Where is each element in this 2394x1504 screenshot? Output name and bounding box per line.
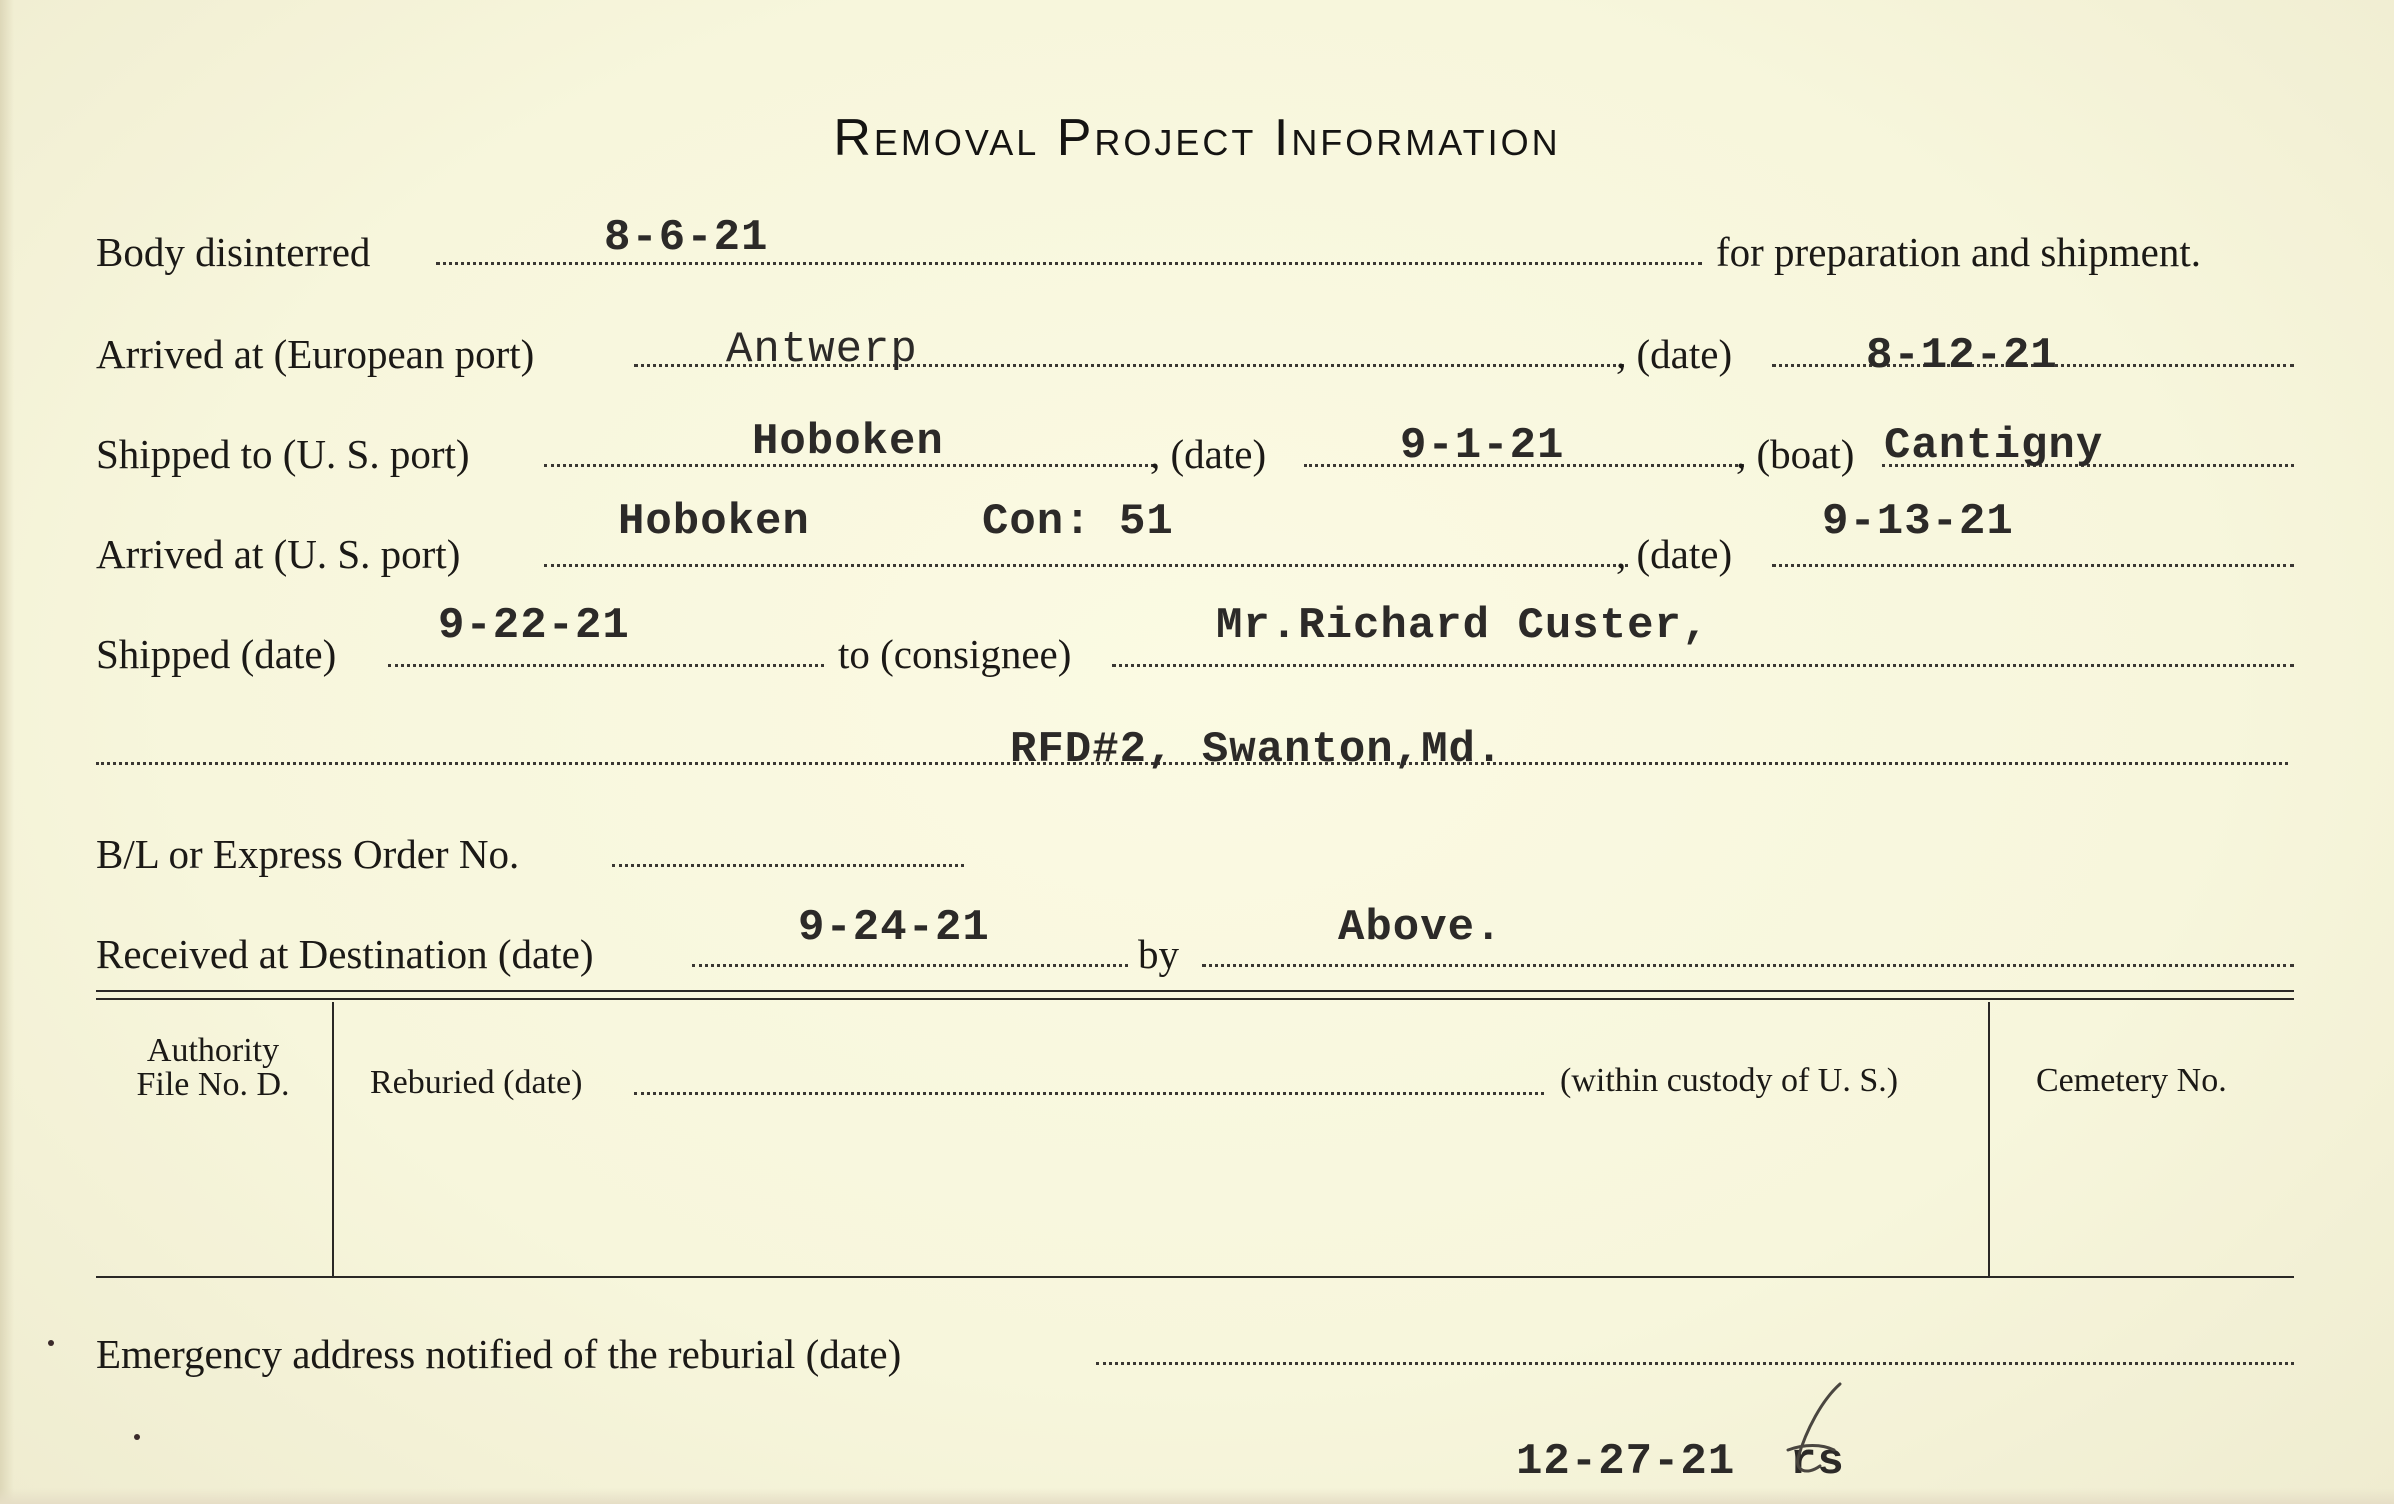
table-top-rule: [96, 990, 2294, 992]
shipped-us-boat-label: , (boat): [1736, 431, 1855, 477]
ink-speck: [48, 1340, 54, 1346]
bl-order-label: B/L or Express Order No.: [96, 831, 520, 877]
arrived-us-date: 9-13-21: [1822, 497, 2014, 547]
ink-speck: [134, 1434, 140, 1440]
shipped-date: 9-22-21: [438, 601, 630, 651]
received-by-label: by: [1138, 931, 1179, 977]
cemetery-no-label: Cemetery No.: [2036, 1062, 2227, 1099]
arrived-us-label: Arrived at (U. S. port): [96, 531, 461, 577]
received-date: 9-24-21: [798, 903, 990, 953]
table-bottom-rule: [96, 1276, 2294, 1278]
table-divider-left: [332, 1002, 334, 1276]
emergency-initials: rs: [1790, 1437, 1845, 1487]
shipped-us-date: 9-1-21: [1400, 421, 1565, 471]
received-by-line: [1202, 964, 2294, 967]
consignee-name: Mr.Richard Custer,: [1216, 601, 1710, 651]
shipped-us-date-label: , (date): [1150, 431, 1267, 477]
shipped-date-line: [388, 664, 824, 667]
consignee-address: RFD#2, Swanton,Md.: [1010, 725, 1504, 775]
custody-label: (within custody of U. S.): [1560, 1062, 1899, 1099]
shipped-date-label: Shipped (date): [96, 631, 337, 677]
reburied-line: [634, 1092, 1544, 1095]
body-disinterred-value: 8-6-21: [604, 213, 769, 263]
received-by: Above.: [1338, 903, 1503, 953]
card-edge-shadow: [0, 0, 14, 1504]
card-title: Removal Project Information: [833, 109, 1561, 167]
shipped-us-label: Shipped to (U. S. port): [96, 431, 470, 477]
emergency-line: [1096, 1362, 2294, 1365]
card-bottom-shadow: [0, 1488, 2394, 1504]
table-divider-right: [1988, 1002, 1990, 1276]
arrived-european-label: Arrived at (European port): [96, 331, 535, 377]
arrived-european-date-label: , (date): [1616, 331, 1733, 377]
arrived-european-date: 8-12-21: [1866, 331, 2058, 381]
consignee-label: to (consignee): [838, 631, 1072, 677]
handwritten-initial-mark: [1768, 1378, 1878, 1488]
body-disinterred-label: Body disinterred: [96, 229, 371, 275]
table-top-rule-2: [96, 998, 2294, 1000]
preparation-shipment-label: for preparation and shipment.: [1716, 229, 2202, 275]
arrived-european-port: Antwerp: [726, 325, 918, 375]
arrived-us-con: Con: 51: [982, 497, 1174, 547]
file-no-label: File No. D.: [136, 1066, 290, 1103]
arrived-us-port-line: [544, 564, 1628, 567]
emergency-date: 12-27-21: [1516, 1437, 1736, 1487]
arrived-us-port: Hoboken: [618, 497, 810, 547]
reburied-label: Reburied (date): [370, 1064, 583, 1101]
consignee-line: [1112, 664, 2294, 667]
arrived-us-date-line: [1772, 564, 2294, 567]
received-label: Received at Destination (date): [96, 931, 594, 977]
received-date-line: [692, 964, 1128, 967]
bl-order-line: [612, 864, 964, 867]
emergency-label: Emergency address notified of the reburial (date): [96, 1331, 902, 1377]
shipped-us-port: Hoboken: [752, 417, 944, 467]
shipped-us-boat: Cantigny: [1884, 421, 2104, 471]
arrived-us-date-label: , (date): [1616, 531, 1733, 577]
authority-label: Authority: [146, 1032, 280, 1069]
